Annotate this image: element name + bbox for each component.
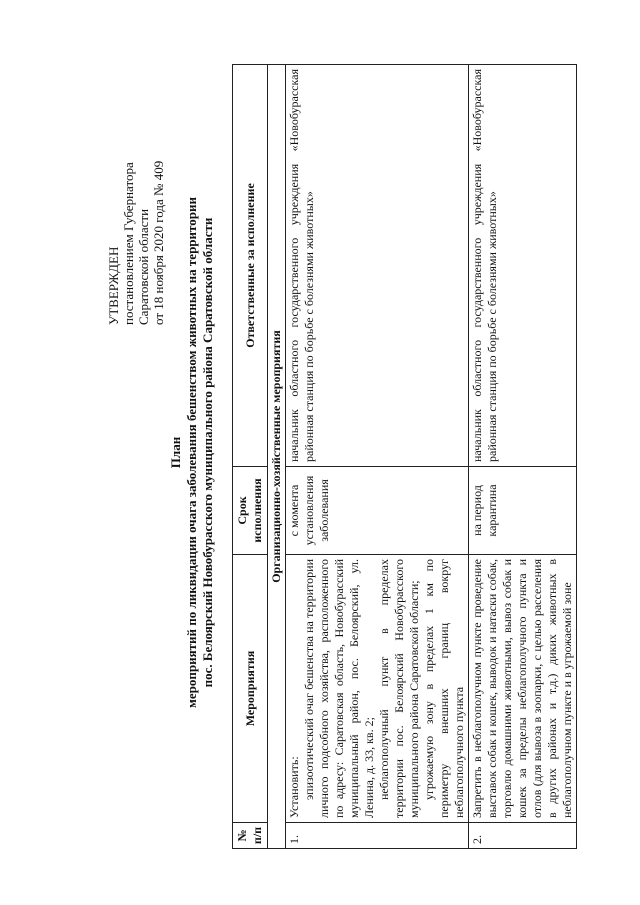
approval-line: постановлением Губернатора [121,162,136,325]
approval-line: УТВЕРЖДЕН [106,246,121,325]
approval-line: Саратовской области [136,208,151,325]
header-num: № п/п [233,823,268,849]
header-responsible: Ответственные за исполнение [233,65,268,467]
row-term: с момента установления заболевания [286,467,469,555]
plan-table [232,64,577,849]
row-number: 1. [286,823,469,849]
table-row [469,65,577,849]
title-line: План [168,436,183,469]
section-row [268,65,286,849]
approval-stamp [106,161,166,325]
header-term: Срок исполнения [233,467,268,555]
row-number: 2. [469,823,577,849]
title-line: мероприятий по ликвидации очага заболевания бешенством животных на территории [184,197,199,708]
header-activities: Мероприятия [233,555,268,823]
row-term: на период карантина [469,467,577,555]
table-header-row [233,65,268,849]
row-activities [286,555,469,823]
activity-paragraph: Установить: [287,756,301,818]
row-responsible: начальник областного государственного учреждения «Новобурасская районная станция по борьбе с болезнями животных» [286,65,469,467]
activity-paragraph: Запретить в неблагополучном пункте проведение выставок собак и кошек, выводок и натаски собак, торговлю домашними животными, вывоз собак и кошек за пределы неблагополучного пункта и отлов (для вывоза в зоопарки, с целью расселения в других районах и т.д.) диких животных в неблагополучном пункте и в угрожаемой зоне [470,559,574,818]
row-activities [469,555,577,823]
activity-paragraph: эпизоотический очаг бешенства на территории личного подсобного хозяйства, расположенного по адресу: Саратовская область, Новобурасский муниципальный район, пос. Белоярский, ул. Ленина, д. 33, кв. 2; [302,559,376,818]
approval-line: от 18 ноября 2020 года № 409 [151,160,166,325]
activity-paragraph: неблагополучный пункт в пределах территории пос. Белоярский Новобурасского муниципального района Саратовской области; [377,559,421,818]
document-title [168,0,216,905]
table-row [286,65,469,849]
section-title: Организационно-хозяйственные мероприятия [268,65,286,849]
activity-paragraph: угрожаемую зону в пределах 1 км по периметру внешних границ вокруг неблагополучного пункта [422,559,466,818]
row-responsible: начальник областного государственного учреждения «Новобурасская районная станция по борьбе с болезнями животных» [469,65,577,467]
title-line: пос. Белоярский Новобурасского муниципального района Саратовской области [200,217,215,688]
